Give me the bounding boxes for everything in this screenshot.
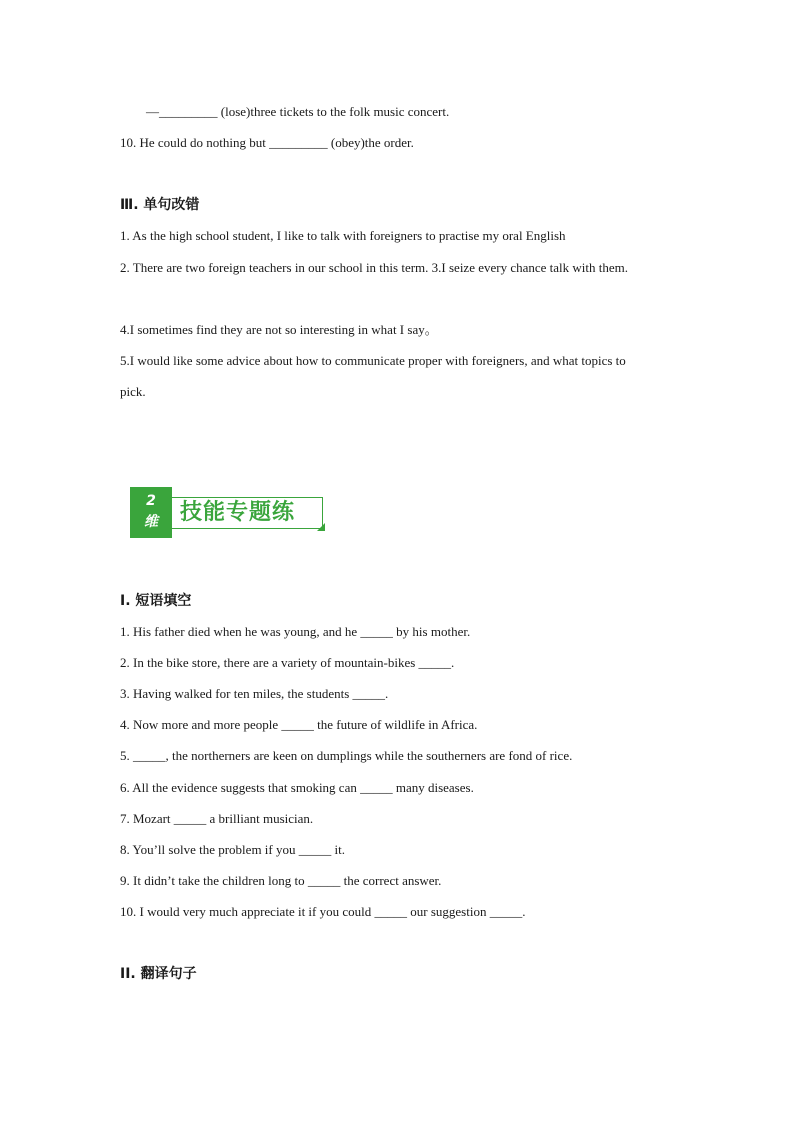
section-heading: II. 翻译句子 — [120, 966, 197, 982]
badge-number: 2 — [146, 493, 156, 509]
correction-item: 4.I sometimes find they are not so interesting in what I say。 — [120, 322, 438, 337]
badge-char: 维 — [144, 514, 158, 530]
phrase-item: 7. Mozart _____ a brilliant musician. — [120, 811, 314, 826]
phrase-item: 10. I would very much appreciate it if you could _____ our suggestion _____. — [120, 904, 526, 919]
phrase-item: 1. His father died when he was young, and he _____ by his mother. — [120, 624, 471, 639]
phrase-item: 3. Having walked for ten miles, the students _____. — [120, 686, 389, 701]
correction-item: 2. There are two foreign teachers in our school in this term. 3.I seize every chance talk with them. — [120, 260, 629, 275]
banner-title: 技能专题练 — [180, 500, 296, 525]
phrase-item: 4. Now more and more people _____ the future of wildlife in Africa. — [120, 717, 478, 732]
skills-practice-banner — [130, 487, 326, 539]
phrase-item: 5. _____, the northerners are keen on dumplings while the southerners are fond of rice. — [120, 748, 573, 763]
exercise-line-9-answer: —_________ (lose)three tickets to the folk music concert. — [146, 104, 450, 119]
banner-title-box — [172, 497, 323, 529]
correction-item: 5.I would like some advice about how to communicate proper with foreigners, and what topics to — [120, 353, 626, 368]
level-badge — [130, 487, 172, 538]
phrase-item: 8. You’ll solve the problem if you _____ it. — [120, 842, 345, 857]
correction-item-continuation: pick. — [120, 384, 146, 399]
section-heading: I. 短语填空 — [120, 593, 192, 609]
section-heading: Ⅲ. 单句改错 — [120, 197, 200, 213]
correction-item: 1. As the high school student, I like to talk with foreigners to practise my oral English — [120, 228, 566, 243]
phrase-item: 6. All the evidence suggests that smoking can _____ many diseases. — [120, 780, 474, 795]
phrase-item: 2. In the bike store, there are a variety of mountain-bikes _____. — [120, 655, 455, 670]
corner-triangle-icon — [317, 523, 325, 531]
exercise-line-10: 10. He could do nothing but _________ (obey)the order. — [120, 135, 414, 150]
phrase-item: 9. It didn’t take the children long to _____ the correct answer. — [120, 873, 442, 888]
